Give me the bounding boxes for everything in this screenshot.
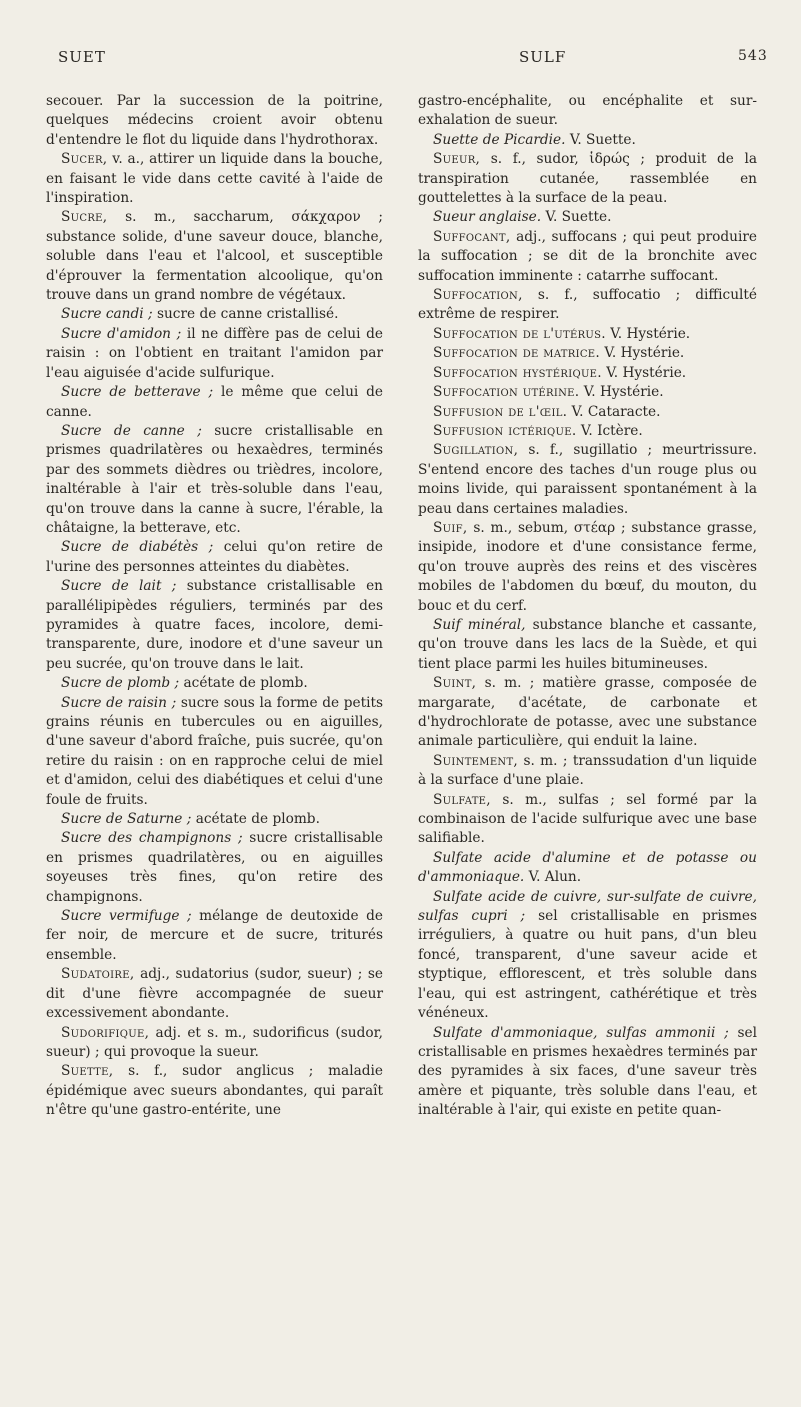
dictionary-entry: [418, 441, 757, 519]
entry-subheading: Sucre de lait ;: [61, 578, 177, 595]
entry-headword: Sueur,: [433, 151, 481, 168]
entry-definition: substance cristallisable en parallélipipèdes réguliers, terminés par des pyramides à quatre faces, incolore, demi-transparente, dure, inodore et d'une saveur un peu sucrée, qu'on trouve dans le lait.: [46, 578, 383, 672]
entry-definition: sucre de canne cristallisé.: [152, 306, 339, 323]
entry-definition: mélange de deutoxide de fer noir, de mercure et de sucre, triturés ensemble.: [46, 908, 383, 963]
dictionary-entry: [418, 344, 757, 363]
dictionary-entry: [418, 92, 757, 131]
dictionary-entry: [46, 694, 383, 810]
entry-definition: s. f., sudor anglicus ; maladie épidémique avec sueurs abondantes, qui paraît n'être qu'une gastro-entérite, une: [46, 1063, 383, 1119]
entry-definition: V. Cataracte.: [567, 403, 661, 420]
entry-definition: celui qu'on retire de l'urine des personnes atteintes du diabètes.: [46, 539, 383, 575]
dictionary-entry: [418, 752, 757, 791]
dictionary-entry: [46, 1062, 383, 1120]
entry-definition: gastro-encéphalite, ou encéphalite et sur-exhalation de sueur.: [418, 93, 757, 129]
entry-subheading: Sucre candi ;: [61, 306, 153, 323]
entry-definition: s. m. ; matière grasse, composée de margarate, d'acétate, de carbonate et d'hydrochlorate de potasse, avec une substance animale particulière, qui enduit la laine.: [418, 675, 757, 750]
entry-subheading: Suif minéral,: [433, 616, 526, 633]
entry-definition: adj., suffocans ; qui peut produire la suffocation ; se dit de la bronchite avec suffocation imminente : catarrhe suffocant.: [418, 228, 757, 284]
page-number: 543: [738, 48, 768, 64]
entry-subheading: Sucre vermifuge ;: [61, 908, 192, 925]
running-head-left: SUET: [58, 48, 106, 66]
right-column: [418, 92, 757, 1121]
dictionary-entry: [46, 674, 383, 693]
entry-definition: sucre cristallisable en prismes quadrilatères ou hexaèdres, terminés par des sommets dièdres ou trièdres, incolore, inaltérable à l'air et très-soluble dans l'eau, qu'on trouve dans la canne à sucre, l'érable, la châtaigne, la betterave, etc.: [46, 422, 383, 536]
entry-headword: Suffocation de matrice.: [433, 345, 601, 362]
entry-definition: sel cristallisable en prismes irréguliers, à quatre ou huit pans, d'un bleu foncé, transparent, d'une saveur acide et styptique, efflorescent, et très soluble dans l'eau, qui est astringent, cathérétique et très vénéneux.: [418, 908, 757, 1022]
dictionary-entry: [418, 888, 757, 1024]
entry-definition: adj., sudatorius (sudor, sueur) ; se dit d'une fièvre accompagnée de sueur excessivement abondante.: [46, 966, 383, 1022]
dictionary-entry: [46, 829, 383, 907]
entry-definition: adj. et s. m., sudorificus (sudor, sueur) ; qui provoque la sueur.: [46, 1024, 383, 1060]
entry-headword: Sucer,: [61, 151, 108, 168]
entry-headword: Suintement,: [433, 752, 519, 769]
dictionary-entry: [418, 383, 757, 402]
dictionary-entry: [418, 422, 757, 441]
entry-headword: Sucre,: [61, 209, 108, 226]
entry-headword: Suffusion de l'œil.: [433, 403, 568, 420]
dictionary-entry: [418, 403, 757, 422]
running-head-right: SULF: [519, 48, 567, 66]
entry-headword: Suffocation utérine.: [433, 384, 580, 401]
entry-definition: sucre sous la forme de petits grains réunis en tubercules ou en aiguilles, d'une saveur d'abord fraîche, puis sucrée, qu'on retire du raisin : on en rapproche celui de miel et d'amidon, celui des diabétiques et celui d'une foule de fruits.: [46, 694, 383, 808]
entry-definition: V. Ictère.: [576, 422, 643, 439]
dictionary-entry: [418, 131, 757, 150]
entry-subheading: Sucre de Saturne ;: [61, 811, 192, 828]
dictionary-entry: [46, 907, 383, 965]
entry-definition: s. m. ; transsudation d'un liquide à la surface d'une plaie.: [418, 752, 757, 789]
dictionary-entry: [46, 422, 383, 538]
entry-subheading: Sueur anglaise.: [433, 209, 542, 226]
entry-definition: V. Hystérie.: [601, 364, 687, 381]
entry-definition: le même que celui de canne.: [46, 384, 383, 420]
dictionary-entry: [418, 228, 757, 286]
dictionary-entry: [46, 810, 383, 829]
entry-subheading: Sucre d'amidon ;: [61, 325, 182, 342]
entry-definition: V. Suette.: [541, 209, 612, 226]
entry-definition: s. m., sulfas ; sel formé par la combinaison de l'acide sulfurique avec une base salifiable.: [418, 791, 757, 847]
entry-subheading: Suette de Picardie.: [433, 131, 566, 148]
entry-headword: Suffocation de l'utérus.: [433, 325, 606, 342]
dictionary-entry: [418, 1024, 757, 1121]
entry-subheading: Sucre de raisin ;: [61, 694, 177, 711]
entry-headword: Suint,: [433, 675, 477, 692]
entry-definition: s. f., sugillatio ; meurtrissure. S'entend encore des taches d'un rouge plus ou moins livide, qui paraissent spontanément à la peau dans certaines maladies.: [418, 442, 757, 517]
entry-definition: sel cristallisable en prismes hexaèdres terminés par des pyramides à six faces, d'une saveur très amère et piquante, très soluble dans l'eau, et inaltérable à l'air, qui existe en petite quan-: [418, 1024, 757, 1119]
entry-definition: V. Hystérie.: [605, 325, 691, 342]
dictionary-entry: [418, 150, 757, 208]
dictionary-entry: [46, 150, 383, 208]
entry-subheading: Sucre de betterave ;: [61, 384, 214, 401]
entry-headword: Sudatoire,: [61, 966, 135, 983]
entry-definition: V. Hystérie.: [579, 384, 664, 401]
entry-headword: Suif,: [433, 519, 468, 536]
dictionary-entry: [418, 849, 757, 888]
entry-headword: Sudorifique,: [61, 1024, 150, 1041]
dictionary-entry: [46, 305, 383, 324]
entry-subheading: Sucre de plomb ;: [61, 675, 180, 692]
dictionary-entry: [46, 538, 383, 577]
dictionary-entry: [46, 325, 383, 383]
entry-definition: V. Hystérie.: [600, 345, 685, 362]
entry-definition: acétate de plomb.: [179, 675, 308, 692]
entry-definition: V. Suette.: [565, 131, 636, 148]
entry-headword: Sulfate,: [433, 791, 491, 808]
left-column: [46, 92, 383, 1121]
entry-subheading: Sucre des champignons ;: [61, 830, 243, 847]
entry-headword: Suffocation,: [433, 287, 523, 304]
dictionary-entry: [46, 965, 383, 1023]
entry-definition: V. Alun.: [524, 869, 582, 886]
entry-definition: substance blanche et cassante, qu'on trouve dans les lacs de la Suède, et qui tient place parmi les huiles bitumineuses.: [418, 616, 757, 672]
entry-definition: s. f., suffocatio ; difficulté extrême de respirer.: [418, 287, 757, 323]
entry-headword: Sugillation,: [433, 442, 519, 459]
dictionary-entry: [418, 325, 757, 344]
dictionary-entry: [46, 208, 383, 305]
dictionary-entry: [418, 519, 757, 616]
entry-subheading: Sulfate d'ammoniaque, sulfas ammonii ;: [433, 1024, 729, 1041]
entry-subheading: Sulfate acide d'alumine et de potasse ou d'ammoniaque.: [418, 849, 757, 886]
entry-definition: v. a., attirer un liquide dans la bouche, en faisant le vide dans cette cavité à l'aide de l'inspiration.: [46, 151, 383, 207]
dictionary-entry: [418, 616, 757, 674]
entry-definition: s. f., sudor, ἱδρώς ; produit de la transpiration cutanée, rassemblée en gouttelettes à la surface de la peau.: [418, 151, 757, 207]
entry-definition: acétate de plomb.: [191, 811, 320, 828]
entry-definition: il ne diffère pas de celui de raisin : on l'obtient en traitant l'amidon par l'eau aiguisée d'acide sulfurique.: [46, 325, 383, 381]
dictionary-entry: [418, 791, 757, 849]
dictionary-entry: [418, 208, 757, 227]
dictionary-entry: [46, 1024, 383, 1063]
entry-headword: Suffusion ictérique.: [433, 422, 577, 439]
entry-headword: Suffocation hystérique.: [433, 364, 602, 381]
dictionary-entry: [418, 286, 757, 325]
dictionary-entry: [418, 364, 757, 383]
entry-headword: Suette,: [61, 1063, 114, 1080]
entry-definition: s. m., saccharum, σάκχαρον ; substance solide, d'une saveur douce, blanche, soluble dans l'eau et l'alcool, et susceptible d'éprouver la fermentation alcoolique, qu'on trouve dans un grand nombre de végétaux.: [46, 209, 383, 304]
entry-definition: s. m., sebum, στέαρ ; substance grasse, insipide, inodore et d'une consistance ferme, qu'on trouve auprès des reins et des viscères mobiles de l'abdomen du bœuf, du mouton, du bouc et du cerf.: [418, 519, 757, 614]
entry-subheading: Sucre de diabétès ;: [61, 539, 214, 556]
dictionary-entry: [46, 383, 383, 422]
dictionary-entry: [418, 674, 757, 752]
entry-definition: secouer. Par la succession de la poitrine, quelques médecins croient avoir obtenu d'entendre le flot du liquide dans l'hydrothorax.: [46, 93, 383, 148]
entry-subheading: Sulfate acide de cuivre, sur-sulfate de cuivre, sulfas cupri ;: [418, 888, 757, 925]
entry-definition: sucre cristallisable en prismes quadrilatères, ou en aiguilles soyeuses très fines, qu'on retire des champignons.: [46, 830, 383, 905]
dictionary-entry: [46, 577, 383, 674]
entry-headword: Suffocant,: [433, 228, 511, 245]
dictionary-entry: [46, 92, 383, 150]
entry-subheading: Sucre de canne ;: [61, 422, 202, 439]
